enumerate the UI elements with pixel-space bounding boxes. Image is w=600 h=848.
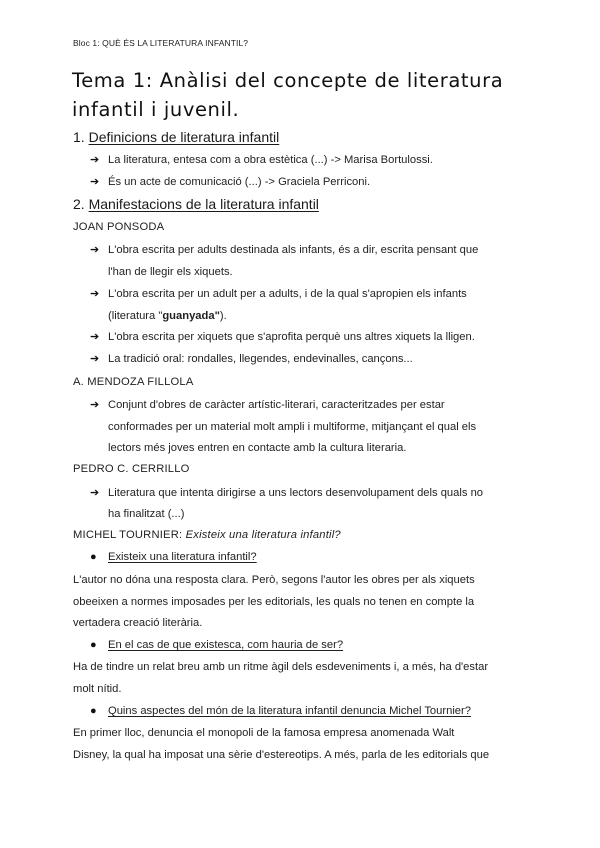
ponsoda-item-1-line-2: l'han de llegir els xiquets. — [108, 266, 233, 278]
arrow-bullet-icon: ➔ — [90, 399, 100, 411]
section-1-title: Definicions de literatura infantil — [88, 129, 280, 145]
arrow-bullet-icon: ➔ — [90, 353, 100, 365]
section-2-number: 2. — [73, 196, 85, 212]
answer-2-line-2: molt nítid. — [73, 683, 122, 695]
arrow-bullet-icon: ➔ — [90, 176, 100, 188]
mendoza-line-1: Conjunt d'obres de caràcter artístic-literari, caracteritzades per estar — [108, 399, 445, 411]
ponsoda-item-2-pre: (literatura " — [108, 310, 163, 322]
section-1-heading — [73, 129, 279, 146]
page-title — [72, 66, 542, 124]
section-2-title: Manifestacions de la literatura infantil — [88, 196, 319, 212]
answer-1-line-1: L'autor no dóna una resposta clara. Però, segons l'autor les obres per als xiquets — [73, 574, 475, 586]
section-1-number: 1. — [73, 129, 85, 145]
tournier-name: MICHEL TOURNIER: — [73, 529, 183, 541]
bullet-icon: ● — [90, 705, 97, 717]
arrow-bullet-icon: ➔ — [90, 331, 100, 343]
arrow-bullet-icon: ➔ — [90, 487, 100, 499]
arrow-bullet-icon: ➔ — [90, 154, 100, 166]
cerrillo-line-2: ha finalitzat (...) — [108, 508, 185, 520]
author-tournier — [73, 528, 341, 542]
cerrillo-line-1: Literatura que intenta dirigirse a uns lectors desenvolupament dels quals no — [108, 487, 484, 499]
arrow-bullet-icon: ➔ — [90, 288, 100, 300]
ponsoda-item-3: L'obra escrita per xiquets que s'aprofita perquè uns altres xiquets la lligen. — [108, 331, 475, 343]
definition-item: La literatura, entesa com a obra estètica (...) -> Marisa Bortulossi. — [108, 154, 433, 166]
answer-1-line-3: vertadera creació literària. — [73, 617, 203, 629]
running-header: Bloc 1: QUÈ ÉS LA LITERATURA INFANTIL? — [73, 38, 249, 48]
answer-3-line-2: Disney, la qual ha imposat una sèrie d'estereotips. A més, parla de les editorials que — [73, 749, 490, 761]
answer-2-line-1: Ha de tindre un relat breu amb un ritme àgil dels esdeveniments i, a més, ha d'estar — [73, 661, 489, 673]
ponsoda-item-2-line-1: L'obra escrita per un adult per a adults, i de la qual s'apropien els infants — [108, 288, 467, 300]
author-cerrillo: PEDRO C. CERRILLO — [73, 463, 190, 475]
answer-3-line-1: En primer lloc, denuncia el monopoli de la famosa empresa anomenada Walt — [73, 727, 455, 739]
section-2-heading — [73, 196, 319, 213]
title-line-2: infantil i juvenil. — [72, 98, 240, 121]
question-2: En el cas de que existesca, com hauria de ser? — [108, 639, 344, 651]
bullet-icon: ● — [90, 551, 97, 563]
ponsoda-item-2-post: ). — [219, 310, 227, 322]
question-3: Quins aspectes del món de la literatura infantil denuncia Michel Tournier? — [108, 705, 471, 717]
guanyada-keyword: guanyada" — [162, 310, 220, 322]
title-line-1: Tema 1: Anàlisi del concepte de literatura — [72, 69, 504, 92]
ponsoda-item-1-line-1: L'obra escrita per adults destinada als infants, és a dir, escrita pensant que — [108, 244, 479, 256]
author-ponsoda: JOAN PONSODA — [73, 221, 165, 233]
bullet-icon: ● — [90, 639, 97, 651]
question-1: Existeix una literatura infantil? — [108, 551, 257, 563]
ponsoda-item-2-line-2 — [108, 309, 227, 323]
tournier-work: Existeix una literatura infantil? — [185, 529, 341, 541]
ponsoda-item-4: La tradició oral: rondalles, llegendes, endevinalles, cançons... — [108, 353, 413, 365]
answer-1-line-2: obeeixen a normes imposades per les editorials, les quals no tenen en compte la — [73, 596, 475, 608]
mendoza-line-2: conformades per un material molt ampli i multiforme, mitjançant el qual els — [108, 421, 477, 433]
author-mendoza: A. MENDOZA FILLOLA — [73, 376, 194, 388]
mendoza-line-3: lectors més joves entren en contacte amb la cultura literaria. — [108, 442, 407, 454]
arrow-bullet-icon: ➔ — [90, 244, 100, 256]
definition-item: És un acte de comunicació (...) -> Graciela Perriconi. — [108, 176, 371, 188]
